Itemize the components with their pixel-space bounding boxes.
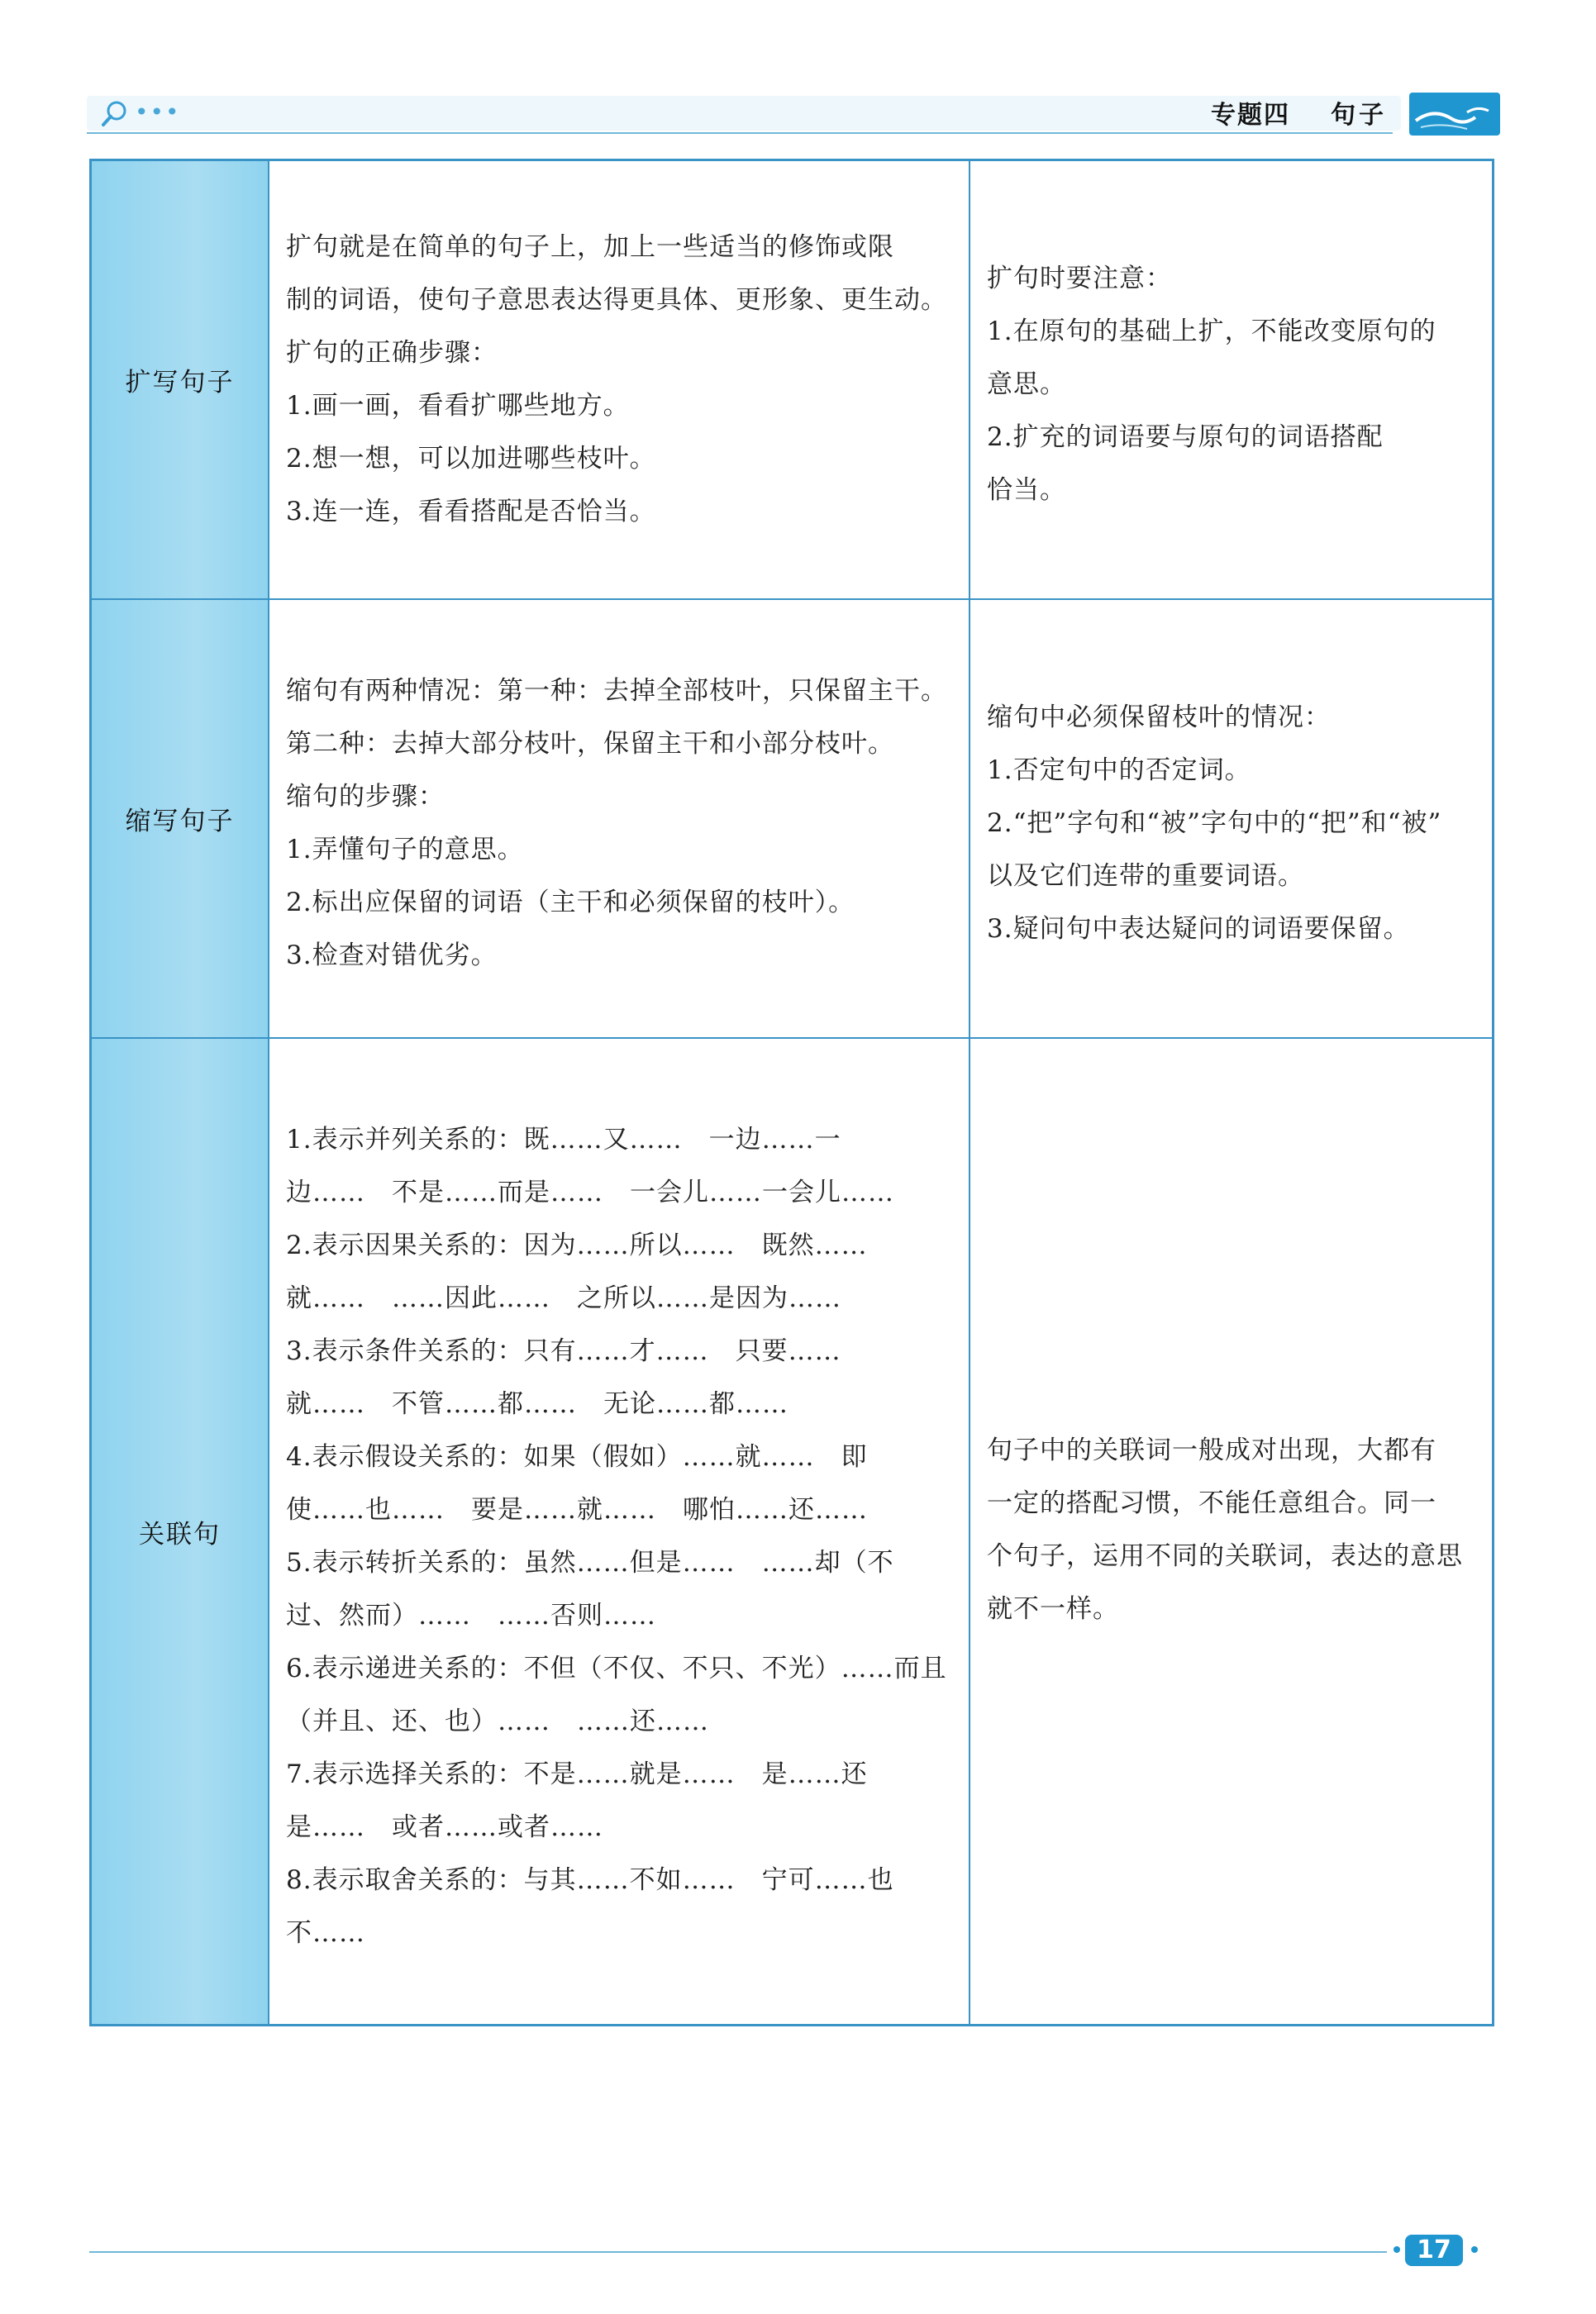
text-line: （并且、还、也）…… ……还…… — [286, 1707, 709, 1736]
row-label-cell — [92, 600, 269, 1037]
text-line: 使……也…… 要是……就…… 哪怕……还…… — [286, 1495, 868, 1525]
table-row-expand — [92, 161, 1492, 600]
definition-cell — [269, 161, 970, 598]
text-line: 2.想一想，可以加进哪些枝叶。 — [286, 444, 656, 474]
text-line: 就…… ……因此…… 之所以……是因为…… — [286, 1283, 841, 1313]
text-line: 就不一样。 — [987, 1594, 1119, 1624]
chapter-label: 句子 — [1331, 101, 1387, 130]
text-line: 2.标出应保留的词语（主干和必须保留的枝叶）。 — [286, 888, 855, 917]
text-line: 6.表示递进关系的：不但（不仅、不只、不光）……而且 — [286, 1654, 947, 1683]
notes-cell — [970, 600, 1493, 1037]
text-line: 扩句的正确步骤： — [286, 338, 498, 368]
header-rule — [87, 132, 1393, 134]
page-header — [87, 93, 1500, 137]
row-label: 扩写句子 — [125, 368, 235, 398]
page-dot-right — [1471, 2246, 1478, 2253]
wave-logo-icon — [1409, 93, 1500, 136]
definition-cell — [269, 600, 970, 1037]
text-line: 1.弄懂句子的意思。 — [286, 835, 524, 864]
table-row-conjunction — [92, 1039, 1492, 2024]
definition-text — [286, 664, 957, 982]
definition-cell — [269, 1039, 970, 2024]
text-line: 意思。 — [987, 369, 1066, 399]
text-line: 缩句有两种情况：第一种：去掉全部枝叶，只保留主干。 — [286, 676, 947, 706]
text-line: 边…… 不是……而是…… 一会儿……一会儿…… — [286, 1178, 894, 1207]
text-line: 2.表示因果关系的：因为……所以…… 既然…… — [286, 1231, 868, 1260]
text-line: 8.表示取舍关系的：与其……不如…… 宁可……也 — [286, 1865, 894, 1895]
topic-label: 专题四 — [1211, 101, 1290, 130]
footer-rule — [89, 2251, 1387, 2253]
definition-text — [286, 1113, 957, 1959]
text-line: 3.检查对错优劣。 — [286, 940, 498, 970]
magnifier-icon — [100, 99, 130, 129]
definition-text — [286, 221, 957, 538]
notes-cell — [970, 1039, 1493, 2024]
text-line: 恰当。 — [987, 475, 1066, 505]
text-line: 缩句中必须保留枝叶的情况： — [987, 702, 1331, 732]
text-line: 1.否定句中的否定词。 — [987, 755, 1251, 785]
text-line: 个句子，运用不同的关联词，表达的意思 — [987, 1541, 1463, 1571]
text-line: 一定的搭配习惯，不能任意组合。同一 — [987, 1488, 1436, 1518]
text-line: 制的词语，使句子意思表达得更具体、更形象、更生动。 — [286, 285, 947, 315]
table-row-shrink — [92, 600, 1492, 1039]
row-label: 缩写句子 — [125, 807, 235, 836]
dots-icon: ••• — [135, 98, 181, 126]
row-label-cell — [92, 161, 269, 598]
text-line: 是…… 或者……或者…… — [286, 1812, 603, 1842]
text-line: 3.连一连，看看搭配是否恰当。 — [286, 497, 656, 526]
text-line: 以及它们连带的重要词语。 — [987, 861, 1304, 891]
notes-text — [987, 691, 1481, 955]
notes-text — [987, 252, 1481, 517]
text-line: 扩句时要注意： — [987, 264, 1172, 293]
text-line: 过、然而）…… ……否则…… — [286, 1601, 656, 1631]
notes-cell — [970, 161, 1493, 598]
grammar-table — [89, 159, 1494, 2026]
text-line: 1.表示并列关系的：既……又…… 一边……一 — [286, 1125, 841, 1155]
text-line: 3.表示条件关系的：只有……才…… 只要…… — [286, 1336, 841, 1366]
text-line: 7.表示选择关系的：不是……就是…… 是……还 — [286, 1759, 868, 1789]
text-line: 5.表示转折关系的：虽然……但是…… ……却（不 — [286, 1548, 894, 1578]
text-line: 4.表示假设关系的：如果（假如）……就…… 即 — [286, 1442, 868, 1472]
notes-text — [987, 1424, 1481, 1636]
text-line: 不…… — [286, 1918, 365, 1948]
text-line: 扩句就是在简单的句子上，加上一些适当的修饰或限 — [286, 232, 894, 262]
page-dot-left — [1394, 2246, 1400, 2253]
text-line: 1.画一画，看看扩哪些地方。 — [286, 391, 630, 421]
text-line: 2.“把”字句和“被”字句中的“把”和“被” — [987, 808, 1442, 838]
text-line: 缩句的步骤： — [286, 782, 445, 812]
text-line: 1.在原句的基础上扩，不能改变原句的 — [987, 317, 1436, 346]
row-label: 关联句 — [139, 1519, 221, 1550]
row-label-cell — [92, 1039, 269, 2024]
text-line: 就…… 不管……都…… 无论……都…… — [286, 1389, 788, 1419]
page-number: 17 — [1405, 2235, 1463, 2266]
text-line: 第二种：去掉大部分枝叶，保留主干和小部分枝叶。 — [286, 729, 894, 759]
header-bar — [87, 96, 1401, 131]
text-line: 2.扩充的词语要与原句的词语搭配 — [987, 422, 1384, 452]
text-line: 3.疑问句中表达疑问的词语要保留。 — [987, 914, 1410, 944]
text-line: 句子中的关联词一般成对出现，大都有 — [987, 1436, 1436, 1465]
